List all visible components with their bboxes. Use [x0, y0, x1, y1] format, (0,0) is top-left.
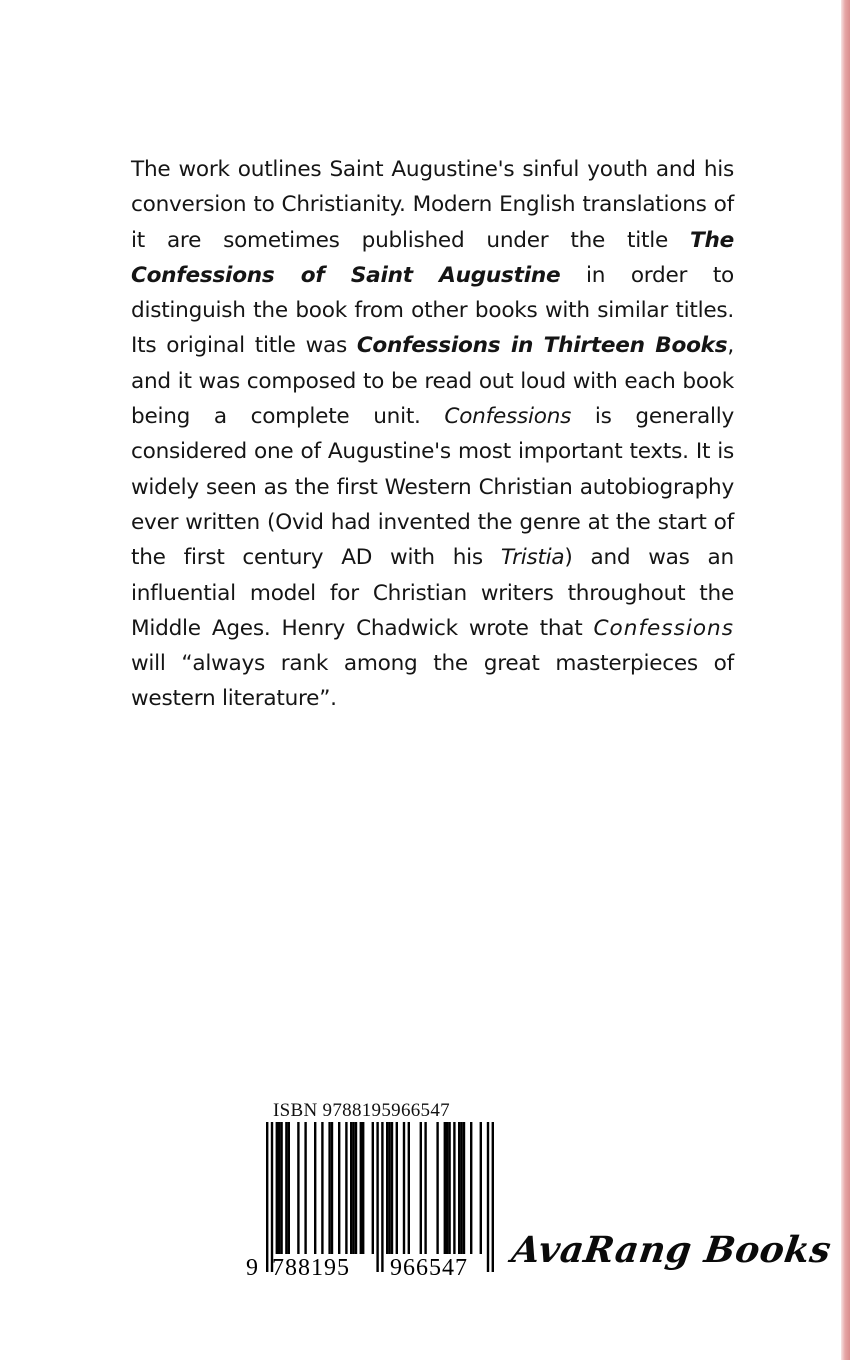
- isbn-label: ISBN 9788195966547: [273, 1100, 450, 1121]
- barcode-bar: [487, 1122, 489, 1272]
- blurb-title: Confessions: [444, 404, 572, 430]
- barcode-bar: [381, 1122, 383, 1272]
- barcode-bar: [352, 1122, 354, 1254]
- barcode-bar: [280, 1122, 282, 1254]
- barcode-bar: [492, 1122, 494, 1272]
- blurb-text: is generally considered one of Augustine's most important texts. It is widely seen as the first Western Christian autobiography ever written (Ovid had invented the genre at the start of the first century AD with his: [131, 404, 734, 571]
- blurb-title: Confessions: [593, 615, 734, 641]
- barcode-bar: [350, 1122, 352, 1254]
- barcode-bar: [345, 1122, 347, 1254]
- barcode-bar: [304, 1122, 306, 1254]
- barcode-bar: [321, 1122, 323, 1254]
- barcode-bar: [331, 1122, 333, 1254]
- back-cover-blurb: [131, 152, 734, 717]
- barcode-bar: [463, 1122, 465, 1254]
- blurb-text: The work outlines Saint Augustine's sinful youth and his conversion to Christianity. Modern English translations of it are sometimes published under the title: [131, 157, 734, 253]
- barcode-bar: [444, 1122, 446, 1254]
- barcode-bar: [453, 1122, 455, 1254]
- barcode-bar: [372, 1122, 374, 1254]
- barcode-bar: [408, 1122, 410, 1254]
- barcode-bar: [391, 1122, 393, 1254]
- cover-edge-strip: [841, 0, 850, 1360]
- barcode-bar: [403, 1122, 405, 1254]
- barcode-bar: [376, 1122, 378, 1272]
- barcode-graphic: [243, 1120, 505, 1280]
- blurb-text: will “always rank among the great masterpieces of western literature”.: [131, 651, 734, 712]
- barcode-bar: [271, 1122, 273, 1272]
- barcode-bar: [362, 1122, 364, 1254]
- barcode-bar: [388, 1122, 390, 1254]
- barcode-bar: [396, 1122, 398, 1254]
- barcode-bar: [470, 1122, 472, 1254]
- isbn-barcode: [243, 1100, 505, 1280]
- barcode-bar: [288, 1122, 290, 1254]
- barcode-digits-right: 966547: [390, 1255, 468, 1280]
- barcode-bar: [446, 1122, 448, 1254]
- publisher-logo: AvaRang Books: [509, 1229, 834, 1271]
- blurb-text: ) and was an influential model for Christian writers throughout the Middle Ages. Henry Chadwick wrote that: [131, 545, 734, 641]
- blurb-title: The Confessions of Saint Augustine: [131, 227, 734, 288]
- blurb-text: , and it was composed to be read out loud with each book being a complete unit.: [131, 333, 734, 430]
- blurb-text: in order to distinguish the book from other books with similar titles. Its original title was: [131, 262, 734, 359]
- barcode-bar: [460, 1122, 462, 1254]
- barcode-bar: [338, 1122, 340, 1254]
- barcode-bar: [424, 1122, 426, 1254]
- barcode-bar: [266, 1122, 268, 1272]
- barcode-bar: [480, 1122, 482, 1254]
- barcode-bar: [458, 1122, 460, 1254]
- blurb-title: Confessions in Thirteen Books: [356, 333, 728, 359]
- barcode-bar: [278, 1122, 280, 1254]
- barcode-bar: [420, 1122, 422, 1254]
- barcode-bar: [285, 1122, 287, 1254]
- barcode-digits-left: 788195: [272, 1255, 350, 1280]
- barcode-bar: [448, 1122, 450, 1254]
- barcode-bar: [328, 1122, 330, 1254]
- blurb-title: Tristia: [500, 545, 565, 571]
- barcode-bar: [436, 1122, 438, 1254]
- barcode-bar: [276, 1122, 278, 1254]
- barcode-bar: [360, 1122, 362, 1254]
- barcode-digit-first: 9: [246, 1255, 258, 1280]
- barcode-bar: [314, 1122, 316, 1254]
- barcode-bar: [386, 1122, 388, 1254]
- barcode-bar: [297, 1122, 299, 1254]
- barcode-bar: [355, 1122, 357, 1254]
